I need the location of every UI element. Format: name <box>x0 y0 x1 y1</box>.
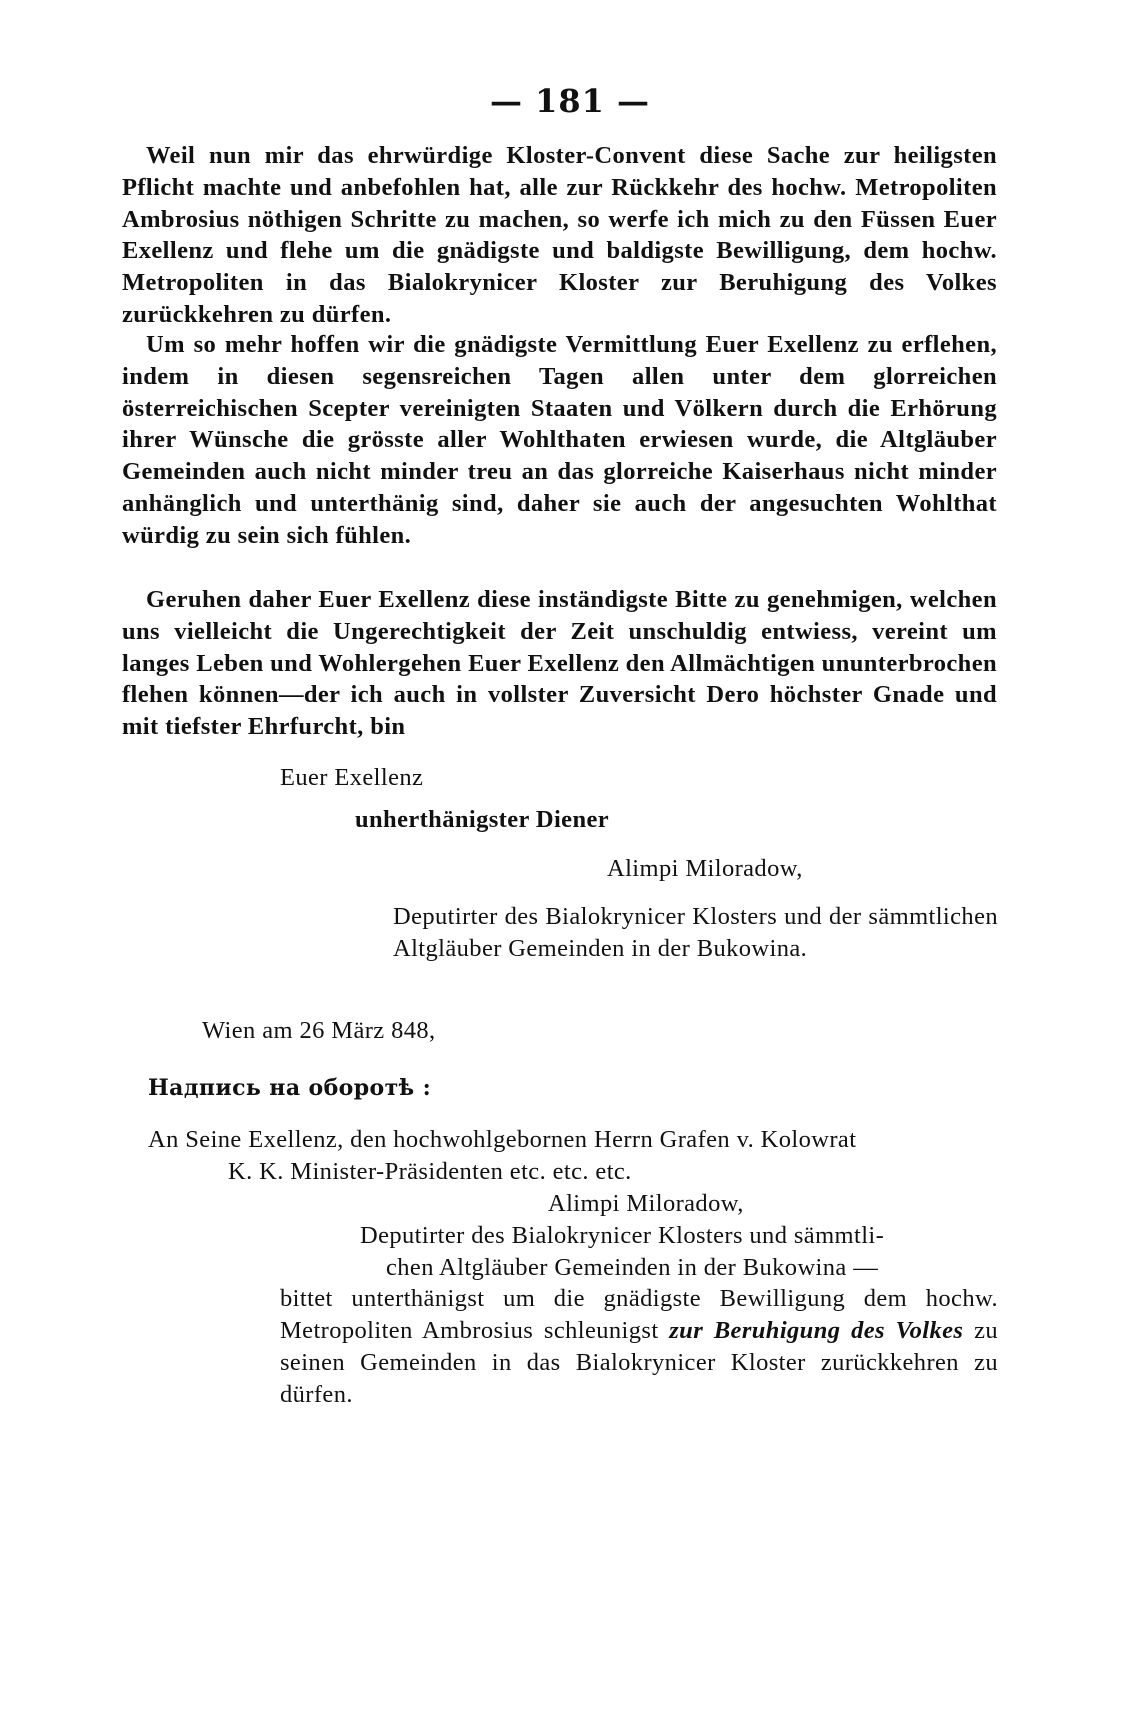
closing-servant: unherthänigster Diener <box>355 806 610 833</box>
letter-paragraph-1: Weil nun mir das ehrwürdige Kloster-Convent diese Sache zur heiligsten Pflicht machte und anbefohlen hat, alle zur Rückkehr des hochw. Metropoliten Ambrosius nöthigen Schritte zu machen, so werfe ich mich zu den Füssen Euer Exellenz und flehe um die gnädigste und baldigste Bewilligung, dem hochw. Metropoliten in das Bialokrynicer Kloster zur Beruhigung des Volkes zurückkehren zu dürfen. <box>122 142 997 328</box>
closing-salutation: Euer Exellenz <box>280 764 424 791</box>
page-number: — 181 — <box>489 82 651 120</box>
petition-start: bittet unterthänigst um die gnädigste Bewilligung dem hochw. Metropoliten Ambrosius schleunigst <box>280 1285 998 1344</box>
place-and-date: Wien am 26 März 848, <box>202 1017 436 1044</box>
address-line-2: K. K. Minister-Präsidenten etc. etc. etc. <box>228 1158 632 1185</box>
signer-name: Alimpi Miloradow, <box>607 855 803 882</box>
petition-end: zu seinen Gemeinden in das Bialokrynicer Kloster zurückkehren zu dürfen. <box>280 1317 998 1408</box>
reverse-heading: Надпись на оборотѣ : <box>148 1075 432 1101</box>
letter-paragraph-2: Um so mehr hoffen wir die gnädigste Vermittlung Euer Exellenz zu erflehen, indem in diesen segensreichen Tagen allen unter dem glorreichen österreichischen Scepter vereinigten Staaten und Völkern durch die Erhörung ihrer Wünsche die grösste aller Wohlthaten erwiesen wurde, die Altgläuber Gemeinden auch nicht minder treu an das glorreiche Kaiserhaus nicht minder anhänglich und unterthänig sind, daher sie auch der angesuchten Wohlthat würdig zu sein sich fühlen. <box>122 331 997 549</box>
address-line-1: An Seine Exellenz, den hochwohlgebornen Herrn Grafen v. Kolowrat <box>148 1126 857 1153</box>
signer-title: Deputirter des Bialokrynicer Klosters und der sämmtlichen Altgläuber Gemeinden in der Bukowina. <box>393 903 998 962</box>
petition-text <box>280 1283 998 1411</box>
petition-emphasis: zur Beruhigung des Volkes <box>669 1317 964 1344</box>
address-line-3: Alimpi Miloradow, <box>548 1190 744 1217</box>
address-line-4: Deputirter des Bialokrynicer Klosters und sämmtli- <box>360 1222 885 1249</box>
letter-paragraph-3: Geruhen daher Euer Exellenz diese inständigste Bitte zu genehmigen, welchen uns vielleicht die Ungerechtigkeit der Zeit unschuldig entwiess, vereint um langes Leben und Wohlergehen Euer Exellenz den Allmächtigen ununterbrochen flehen können—der ich auch in vollster Zuversicht Dero höchster Gnade und mit tiefster Ehrfurcht, bin <box>122 586 997 741</box>
address-line-5: chen Altgläuber Gemeinden in der Bukowina — <box>386 1254 879 1281</box>
